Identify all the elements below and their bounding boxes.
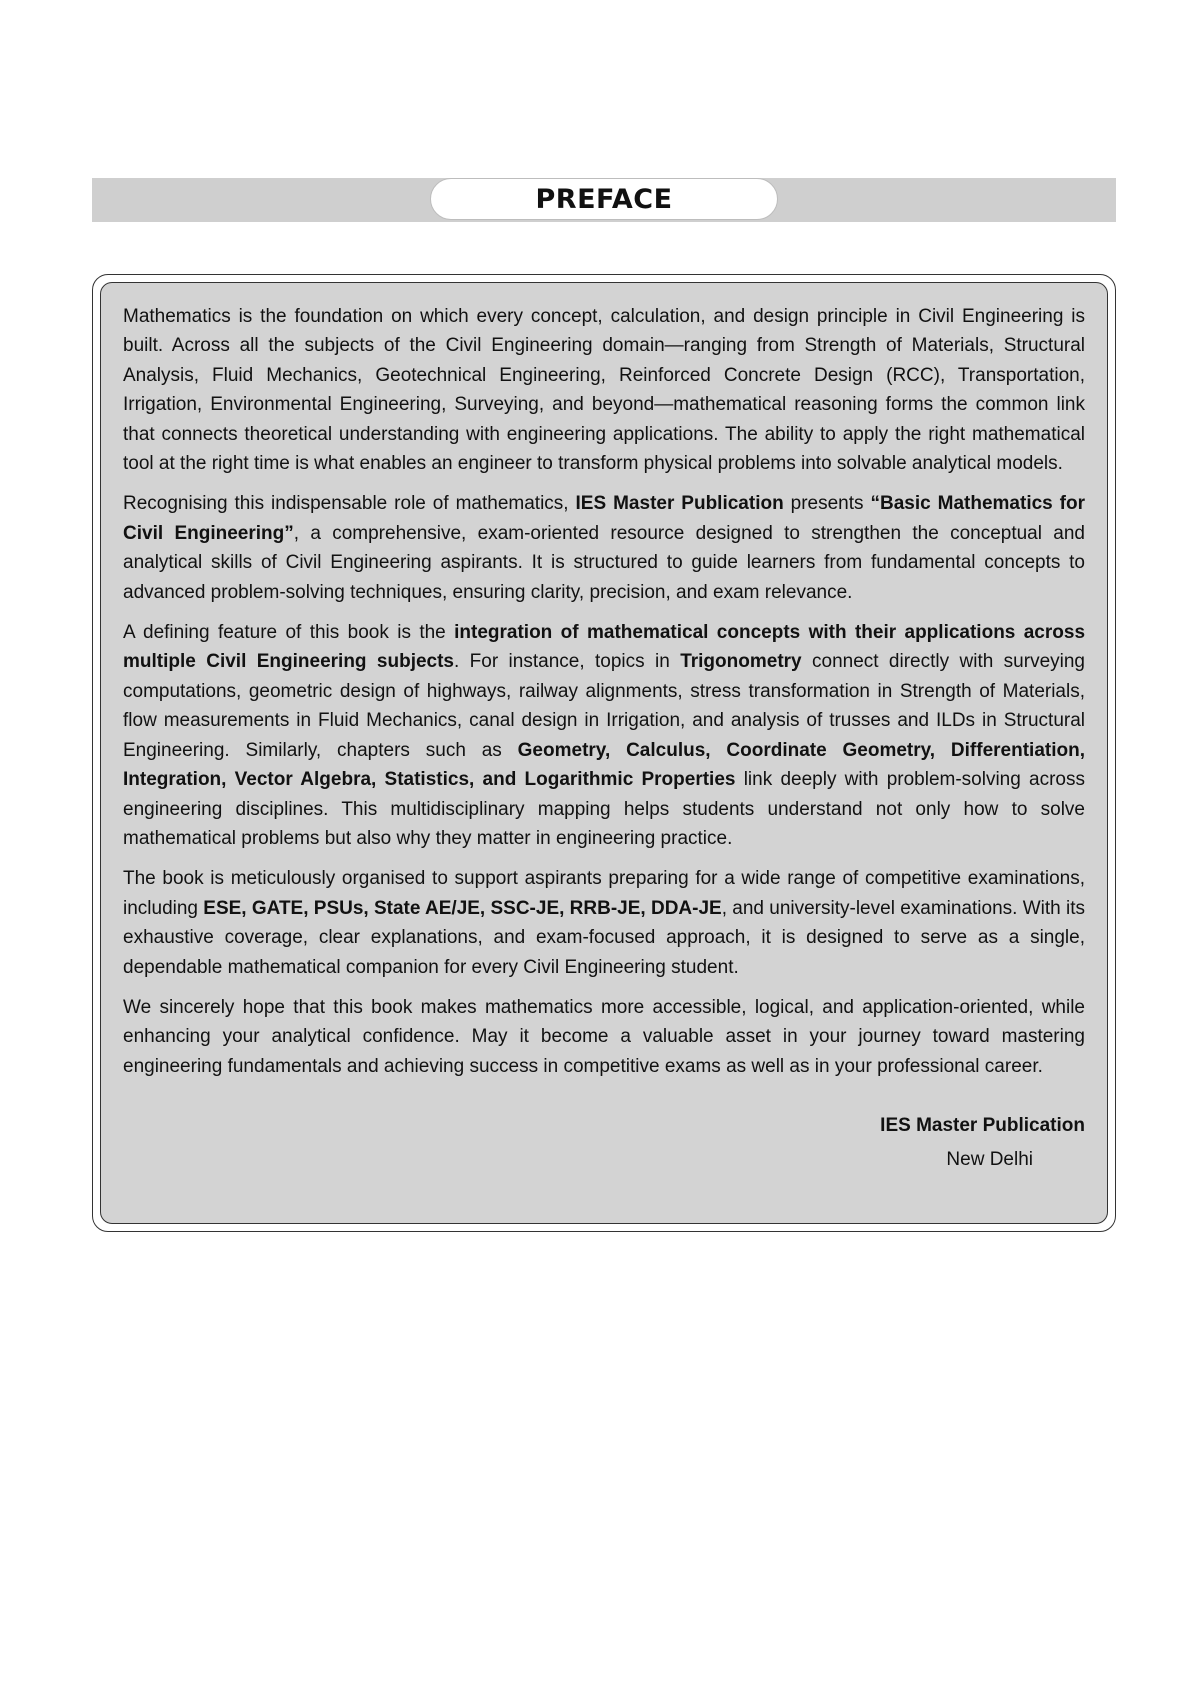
- text-run: link deeply with problem-solving across engineering disciplines. This multidisciplinary mapping helps students understand not only how to solve mathematical problems but also why they matter in engineering practice.: [123, 769, 1085, 849]
- signature-organization: IES Master Publication: [880, 1115, 1085, 1137]
- preface-paragraph-5: [123, 993, 1085, 1081]
- page-title: PREFACE: [535, 183, 673, 215]
- preface-box: [100, 282, 1108, 1224]
- text-run: , a comprehensive, exam-oriented resource designed to strengthen the conceptual and analytical skills of Civil Engineering aspirants. It is structured to guide learners from fundamental concepts to advanced problem-solving techniques, ensuring clarity, precision, and exam relevance.: [123, 522, 1085, 603]
- title-bar: [92, 178, 1116, 222]
- text-run: , and university-level examinations. With its exhaustive coverage, clear explanations, and exam-focused approach, it is designed to serve as a single, dependable mathematical companion for every Civil Engineering student.: [123, 897, 1085, 978]
- preface-paragraph-3: [123, 618, 1085, 853]
- text-run: Recognising this indispensable role of mathematics,: [123, 493, 576, 515]
- text-run: The book is meticulously organised to support aspirants preparing for a wide range of competitive examinations, including: [123, 868, 1085, 919]
- text-run: Mathematics is the foundation on which every concept, calculation, and design principle in Civil Engineering is built. Across all the subjects of the Civil Engineering domain—ranging from Strength of Materials, Structural Analysis, Fluid Mechanics, Geotechnical Engineering, Reinforced Concrete Design (RCC), Transportation, Irrigation, Environmental Engineering, Surveying, and beyond—mathematical reasoning forms the common link that connects theoretical understanding with engineering applications. The ability to apply the right mathematical tool at the right time is what enables an engineer to transform physical problems into solvable analytical models.: [123, 306, 1085, 475]
- bold-text-run: integration of mathematical concepts with their applications across multiple Civil Engineering subjects: [123, 622, 1086, 673]
- bold-text-run: Trigonometry: [680, 651, 802, 673]
- preface-paragraph-1: [123, 302, 1085, 478]
- bold-text-run: IES Master Publication: [575, 493, 784, 515]
- text-run: connect directly with surveying computations, geometric design of highways, railway alignments, stress transformation in Strength of Materials, flow measurements in Fluid Mechanics, canal design in Irrigation, and analysis of trusses and ILDs in Structural Engineering. Similarly, chapters such as: [123, 651, 1085, 761]
- bold-text-run: “Basic Mathematics for Civil Engineering”: [123, 493, 1086, 544]
- text-run: presents: [783, 493, 871, 515]
- signature-block: [123, 1112, 1085, 1174]
- preface-paragraph-2: [123, 489, 1085, 607]
- preface-paragraph-4: [123, 864, 1085, 982]
- signature-place: New Delhi: [946, 1149, 1033, 1171]
- title-pill: [430, 178, 778, 220]
- text-run: A defining feature of this book is the: [123, 622, 455, 644]
- text-run: . For instance, topics in: [454, 651, 681, 673]
- text-run: We sincerely hope that this book makes mathematics more accessible, logical, and application-oriented, while enhancing your analytical confidence. May it become a valuable asset in your journey toward mastering engineering fundamentals and achieving success in competitive exams as well as in your professional career.: [123, 996, 1085, 1077]
- bold-text-run: Geometry, Calculus, Coordinate Geometry, Differentiation, Integration, Vector Algebra, Statistics, and Logarithmic Properties: [123, 739, 1085, 791]
- bold-text-run: ESE, GATE, PSUs, State AE/JE, SSC-JE, RRB-JE, DDA-JE: [203, 897, 722, 919]
